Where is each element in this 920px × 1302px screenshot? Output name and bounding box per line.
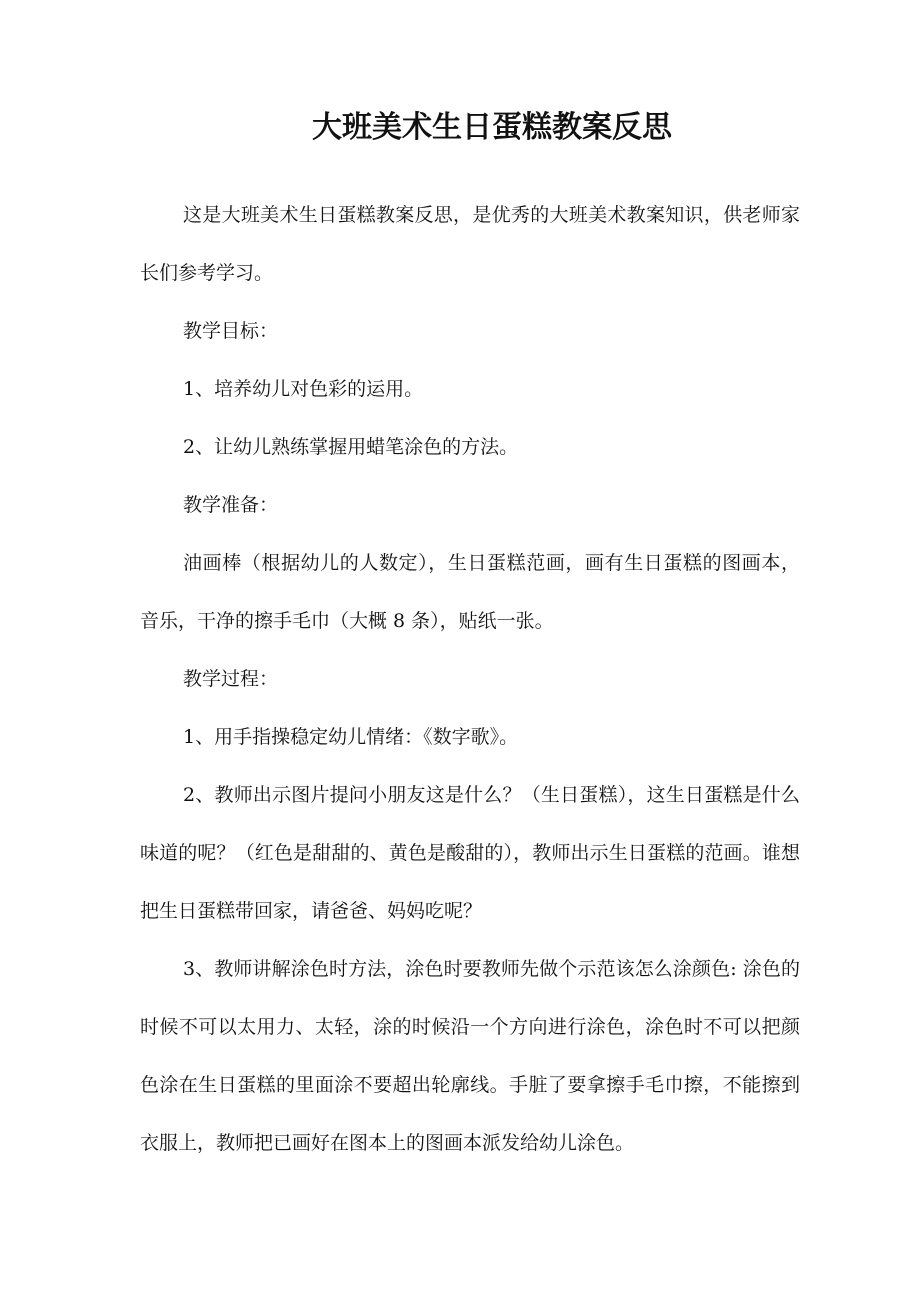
intro-paragraph: 这是大班美术生日蛋糕教案反思，是优秀的大班美术教案知识，供老师家长们参考学习。 (140, 204, 800, 284)
preparation-paragraph: 油画棒（根据幼儿的人数定），生日蛋糕范画，画有生日蛋糕的图画本，音乐，干净的擦手毛巾（大概 8 条），贴纸一张。 (140, 552, 800, 632)
section-heading-goals: 教学目标： (183, 320, 279, 342)
section-heading-process: 教学过程： (183, 668, 279, 690)
document-body (140, 186, 800, 1172)
process-step-1: 1、用手指操稳定幼儿情绪：《数字歌》。 (183, 726, 519, 748)
document-title: 大班美术生日蛋糕教案反思 (312, 110, 672, 145)
process-step-2: 2、教师出示图片提问小朋友这是什么？（生日蛋糕），这生日蛋糕是什么味道的呢？（红色是甜甜的、黄色是酸甜的），教师出示生日蛋糕的范画。谁想把生日蛋糕带回家，请爸爸、妈妈吃呢？ (140, 784, 800, 922)
goal-item-2: 2、让幼儿熟练掌握用蜡笔涂色的方法。 (183, 436, 519, 458)
process-step-3: 3、教师讲解涂色时方法，涂色时要教师先做个示范该怎么涂颜色: 涂色的时候不可以太用力、太轻，涂的时候沿一个方向进行涂色，涂色时不可以把颜色涂在生日蛋糕的里面涂不要超出轮廓线。手脏了要拿擦手毛巾擦，不能擦到衣服上，教师把已画好在图本上的图画本派发给幼儿涂色。 (140, 958, 800, 1154)
section-heading-preparation: 教学准备： (183, 494, 279, 516)
goal-item-1: 1、培养幼儿对色彩的运用。 (183, 378, 424, 400)
